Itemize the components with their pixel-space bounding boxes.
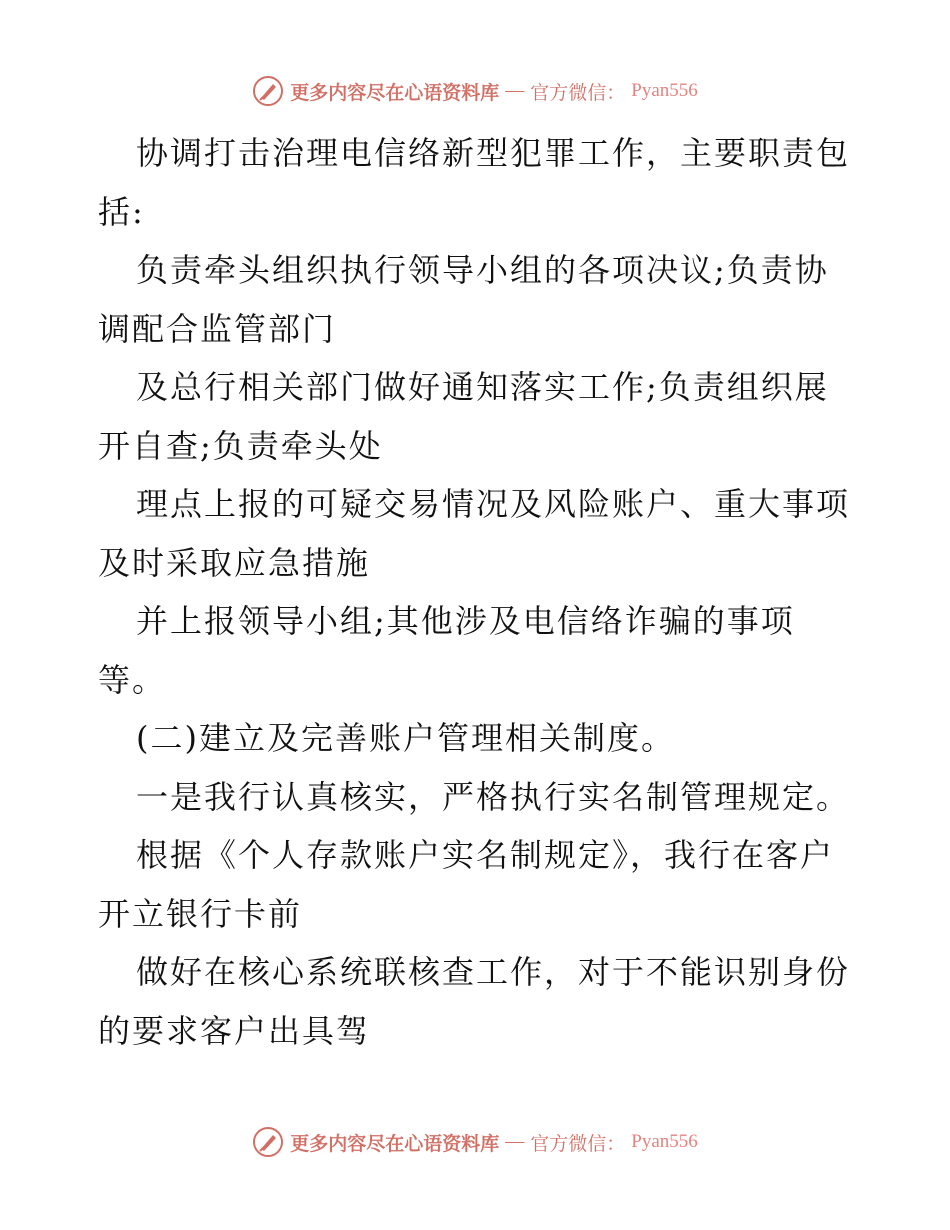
watermark-wechat-id: Pyan556 — [631, 80, 698, 101]
paragraph-line: 的要求客户出具驾 — [98, 1011, 371, 1050]
paragraph-line: 一是我行认真核实，严格执行实名制管理规定。 — [136, 777, 851, 816]
quill-logo-icon — [252, 75, 284, 107]
paragraph-line: 协调打击治理电信络新型犯罪工作，主要职责包 — [136, 134, 851, 172]
document-body — [98, 124, 858, 1060]
paragraph-line: 及总行相关部门做好通知落实工作;负责组织展 — [136, 368, 829, 406]
paragraph-line: 开立银行卡前 — [98, 894, 303, 933]
watermark-wechat-label: 官方微信： — [530, 82, 626, 104]
watermark-wechat-id: Pyan556 — [631, 1131, 698, 1152]
paragraph-line: 做好在核心系统联核查工作，对于不能识别身份 — [136, 953, 851, 991]
paragraph-line: 及时采取应急措施 — [98, 543, 371, 582]
paragraph-line: 理点上报的可疑交易情况及风险账户、重大事项 — [136, 485, 851, 523]
watermark-dash: — — [505, 1131, 525, 1152]
paragraph-line: 调配合监管部门 — [98, 309, 337, 348]
paragraph-line: 等。 — [98, 660, 167, 699]
paragraph-line: 负责牵头组织执行领导小组的各项决议;负责协 — [136, 251, 829, 289]
paragraph-line: 并上报领导小组;其他涉及电信络诈骗的事项 — [136, 602, 795, 640]
paragraph-line: 括: — [98, 192, 145, 231]
watermark-wechat-label: 官方微信： — [530, 1133, 626, 1155]
watermark-text: 更多内容尽在心语资料库 — [290, 82, 500, 104]
section-heading: (二)建立及完善账户管理相关制度。 — [136, 719, 675, 757]
quill-logo-icon — [252, 1126, 284, 1158]
watermark-text: 更多内容尽在心语资料库 — [290, 1133, 500, 1155]
paragraph-line: 根据《个人存款账户实名制规定》，我行在客户 — [136, 836, 835, 874]
footer-watermark — [0, 1126, 950, 1158]
paragraph-line: 开自查;负责牵头处 — [98, 426, 383, 465]
header-watermark — [0, 75, 950, 107]
watermark-dash: — — [505, 80, 525, 101]
